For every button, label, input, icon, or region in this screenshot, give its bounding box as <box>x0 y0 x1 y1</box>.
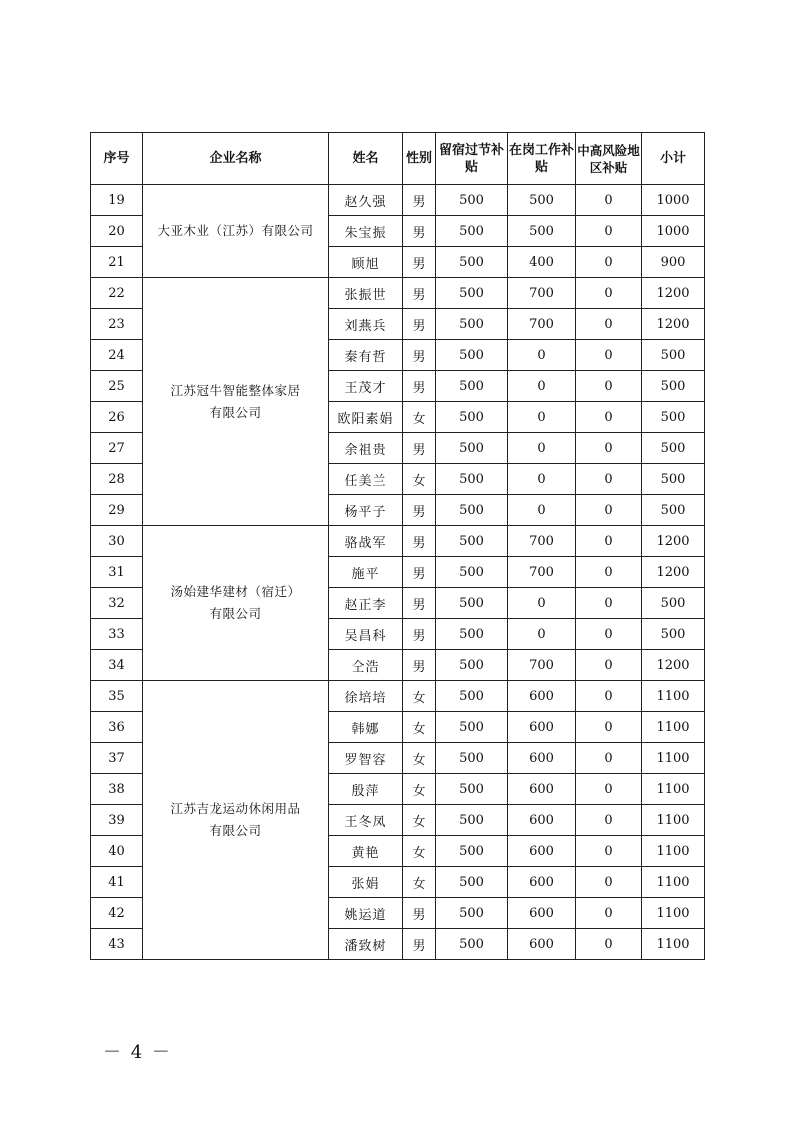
header-seq: 序号 <box>91 133 143 185</box>
cell-risk: 0 <box>576 743 642 774</box>
cell-risk: 0 <box>576 650 642 681</box>
cell-gender: 男 <box>403 216 436 247</box>
cell-onduty: 600 <box>508 774 576 805</box>
cell-name: 黄艳 <box>329 836 403 867</box>
cell-festival: 500 <box>436 433 508 464</box>
cell-festival: 500 <box>436 464 508 495</box>
cell-gender: 男 <box>403 278 436 309</box>
cell-gender: 男 <box>403 371 436 402</box>
cell-gender: 男 <box>403 588 436 619</box>
cell-seq: 26 <box>91 402 143 433</box>
cell-name: 顾旭 <box>329 247 403 278</box>
cell-risk: 0 <box>576 526 642 557</box>
cell-seq: 31 <box>91 557 143 588</box>
cell-festival: 500 <box>436 650 508 681</box>
cell-subtotal: 1100 <box>642 712 705 743</box>
cell-subtotal: 1200 <box>642 278 705 309</box>
cell-seq: 43 <box>91 929 143 960</box>
cell-gender: 男 <box>403 433 436 464</box>
cell-onduty: 700 <box>508 526 576 557</box>
cell-gender: 女 <box>403 836 436 867</box>
cell-festival: 500 <box>436 247 508 278</box>
cell-risk: 0 <box>576 216 642 247</box>
cell-risk: 0 <box>576 929 642 960</box>
cell-festival: 500 <box>436 371 508 402</box>
cell-festival: 500 <box>436 185 508 216</box>
cell-festival: 500 <box>436 402 508 433</box>
cell-name: 欧阳素娟 <box>329 402 403 433</box>
cell-subtotal: 1200 <box>642 650 705 681</box>
cell-seq: 35 <box>91 681 143 712</box>
cell-subtotal: 900 <box>642 247 705 278</box>
cell-seq: 25 <box>91 371 143 402</box>
cell-company: 江苏冠牛智能整体家居 有限公司 <box>143 278 329 526</box>
cell-name: 余祖贵 <box>329 433 403 464</box>
header-gender: 性别 <box>403 133 436 185</box>
cell-seq: 33 <box>91 619 143 650</box>
cell-onduty: 700 <box>508 650 576 681</box>
subsidy-table <box>90 132 705 960</box>
table-row <box>91 185 705 216</box>
cell-festival: 500 <box>436 929 508 960</box>
cell-risk: 0 <box>576 867 642 898</box>
cell-festival: 500 <box>436 774 508 805</box>
cell-subtotal: 1200 <box>642 526 705 557</box>
cell-subtotal: 1000 <box>642 216 705 247</box>
cell-gender: 女 <box>403 402 436 433</box>
cell-gender: 男 <box>403 650 436 681</box>
cell-festival: 500 <box>436 526 508 557</box>
cell-subtotal: 1100 <box>642 929 705 960</box>
cell-onduty: 700 <box>508 278 576 309</box>
cell-risk: 0 <box>576 712 642 743</box>
cell-onduty: 0 <box>508 495 576 526</box>
cell-festival: 500 <box>436 712 508 743</box>
cell-seq: 36 <box>91 712 143 743</box>
cell-festival: 500 <box>436 588 508 619</box>
cell-festival: 500 <box>436 309 508 340</box>
cell-seq: 24 <box>91 340 143 371</box>
header-name: 姓名 <box>329 133 403 185</box>
cell-onduty: 600 <box>508 836 576 867</box>
cell-gender: 女 <box>403 712 436 743</box>
cell-gender: 女 <box>403 867 436 898</box>
cell-festival: 500 <box>436 495 508 526</box>
table-row <box>91 526 705 557</box>
cell-festival: 500 <box>436 216 508 247</box>
header-company: 企业名称 <box>143 133 329 185</box>
cell-seq: 42 <box>91 898 143 929</box>
cell-onduty: 700 <box>508 309 576 340</box>
cell-gender: 女 <box>403 681 436 712</box>
header-festival-subsidy: 留宿过节补贴 <box>436 133 508 185</box>
header-onduty-subsidy: 在岗工作补贴 <box>508 133 576 185</box>
cell-onduty: 0 <box>508 340 576 371</box>
cell-onduty: 700 <box>508 557 576 588</box>
cell-risk: 0 <box>576 371 642 402</box>
cell-subtotal: 500 <box>642 619 705 650</box>
cell-subtotal: 1100 <box>642 867 705 898</box>
cell-gender: 女 <box>403 805 436 836</box>
cell-risk: 0 <box>576 247 642 278</box>
table-row <box>91 278 705 309</box>
cell-gender: 男 <box>403 929 436 960</box>
cell-onduty: 0 <box>508 464 576 495</box>
cell-name: 罗智容 <box>329 743 403 774</box>
cell-name: 徐培培 <box>329 681 403 712</box>
cell-gender: 男 <box>403 557 436 588</box>
cell-onduty: 600 <box>508 805 576 836</box>
cell-gender: 男 <box>403 247 436 278</box>
cell-onduty: 0 <box>508 588 576 619</box>
cell-risk: 0 <box>576 464 642 495</box>
cell-gender: 男 <box>403 185 436 216</box>
cell-onduty: 600 <box>508 898 576 929</box>
cell-name: 张振世 <box>329 278 403 309</box>
cell-risk: 0 <box>576 619 642 650</box>
cell-name: 吴昌科 <box>329 619 403 650</box>
cell-subtotal: 1200 <box>642 309 705 340</box>
cell-risk: 0 <box>576 805 642 836</box>
cell-name: 潘致树 <box>329 929 403 960</box>
cell-onduty: 0 <box>508 402 576 433</box>
cell-seq: 37 <box>91 743 143 774</box>
cell-subtotal: 500 <box>642 402 705 433</box>
table-body <box>91 185 705 960</box>
cell-name: 赵久强 <box>329 185 403 216</box>
cell-gender: 女 <box>403 464 436 495</box>
cell-risk: 0 <box>576 402 642 433</box>
cell-festival: 500 <box>436 619 508 650</box>
cell-seq: 41 <box>91 867 143 898</box>
cell-festival: 500 <box>436 867 508 898</box>
cell-name: 刘燕兵 <box>329 309 403 340</box>
cell-name: 王冬凤 <box>329 805 403 836</box>
cell-risk: 0 <box>576 774 642 805</box>
cell-festival: 500 <box>436 340 508 371</box>
cell-gender: 男 <box>403 619 436 650</box>
cell-name: 朱宝振 <box>329 216 403 247</box>
header-subtotal: 小计 <box>642 133 705 185</box>
cell-gender: 男 <box>403 898 436 929</box>
cell-onduty: 600 <box>508 929 576 960</box>
cell-seq: 29 <box>91 495 143 526</box>
cell-risk: 0 <box>576 340 642 371</box>
cell-name: 杨平子 <box>329 495 403 526</box>
cell-name: 韩娜 <box>329 712 403 743</box>
cell-name: 任美兰 <box>329 464 403 495</box>
cell-seq: 30 <box>91 526 143 557</box>
cell-festival: 500 <box>436 805 508 836</box>
cell-onduty: 0 <box>508 619 576 650</box>
cell-risk: 0 <box>576 433 642 464</box>
cell-festival: 500 <box>436 681 508 712</box>
cell-subtotal: 1100 <box>642 898 705 929</box>
page-number: － 4 － <box>103 1042 172 1063</box>
cell-subtotal: 1100 <box>642 774 705 805</box>
cell-subtotal: 500 <box>642 371 705 402</box>
cell-onduty: 500 <box>508 185 576 216</box>
cell-subtotal: 1100 <box>642 681 705 712</box>
cell-seq: 19 <box>91 185 143 216</box>
cell-name: 姚运道 <box>329 898 403 929</box>
cell-risk: 0 <box>576 898 642 929</box>
cell-subtotal: 500 <box>642 588 705 619</box>
cell-subtotal: 1100 <box>642 743 705 774</box>
cell-name: 骆战军 <box>329 526 403 557</box>
cell-risk: 0 <box>576 309 642 340</box>
cell-festival: 500 <box>436 557 508 588</box>
cell-seq: 23 <box>91 309 143 340</box>
cell-onduty: 500 <box>508 216 576 247</box>
cell-gender: 女 <box>403 774 436 805</box>
cell-name: 殷萍 <box>329 774 403 805</box>
table-row <box>91 681 705 712</box>
table-header-row <box>91 133 705 185</box>
cell-seq: 34 <box>91 650 143 681</box>
cell-seq: 22 <box>91 278 143 309</box>
cell-seq: 27 <box>91 433 143 464</box>
cell-risk: 0 <box>576 557 642 588</box>
cell-seq: 39 <box>91 805 143 836</box>
cell-name: 王茂才 <box>329 371 403 402</box>
cell-festival: 500 <box>436 836 508 867</box>
cell-onduty: 600 <box>508 743 576 774</box>
cell-subtotal: 500 <box>642 464 705 495</box>
cell-seq: 28 <box>91 464 143 495</box>
cell-gender: 男 <box>403 526 436 557</box>
cell-name: 施平 <box>329 557 403 588</box>
cell-seq: 20 <box>91 216 143 247</box>
cell-risk: 0 <box>576 681 642 712</box>
cell-subtotal: 500 <box>642 495 705 526</box>
cell-subtotal: 500 <box>642 340 705 371</box>
cell-risk: 0 <box>576 278 642 309</box>
cell-gender: 男 <box>403 340 436 371</box>
cell-company: 大亚木业（江苏）有限公司 <box>143 185 329 278</box>
cell-festival: 500 <box>436 278 508 309</box>
header-risk-area-subsidy: 中高风险地区补贴 <box>576 133 642 185</box>
cell-onduty: 600 <box>508 712 576 743</box>
cell-seq: 38 <box>91 774 143 805</box>
cell-onduty: 0 <box>508 371 576 402</box>
cell-gender: 男 <box>403 309 436 340</box>
cell-name: 仝浩 <box>329 650 403 681</box>
cell-gender: 男 <box>403 495 436 526</box>
cell-gender: 女 <box>403 743 436 774</box>
cell-onduty: 0 <box>508 433 576 464</box>
cell-name: 秦有哲 <box>329 340 403 371</box>
cell-onduty: 600 <box>508 867 576 898</box>
cell-festival: 500 <box>436 898 508 929</box>
cell-onduty: 600 <box>508 681 576 712</box>
cell-subtotal: 500 <box>642 433 705 464</box>
cell-seq: 32 <box>91 588 143 619</box>
cell-name: 赵正李 <box>329 588 403 619</box>
cell-subtotal: 1100 <box>642 836 705 867</box>
cell-name: 张娟 <box>329 867 403 898</box>
cell-subtotal: 1000 <box>642 185 705 216</box>
cell-seq: 40 <box>91 836 143 867</box>
cell-company: 汤始建华建材（宿迁） 有限公司 <box>143 526 329 681</box>
cell-company: 江苏吉龙运动休闲用品 有限公司 <box>143 681 329 960</box>
cell-risk: 0 <box>576 185 642 216</box>
cell-risk: 0 <box>576 588 642 619</box>
cell-risk: 0 <box>576 836 642 867</box>
cell-seq: 21 <box>91 247 143 278</box>
cell-onduty: 400 <box>508 247 576 278</box>
cell-subtotal: 1100 <box>642 805 705 836</box>
cell-festival: 500 <box>436 743 508 774</box>
cell-subtotal: 1200 <box>642 557 705 588</box>
cell-risk: 0 <box>576 495 642 526</box>
